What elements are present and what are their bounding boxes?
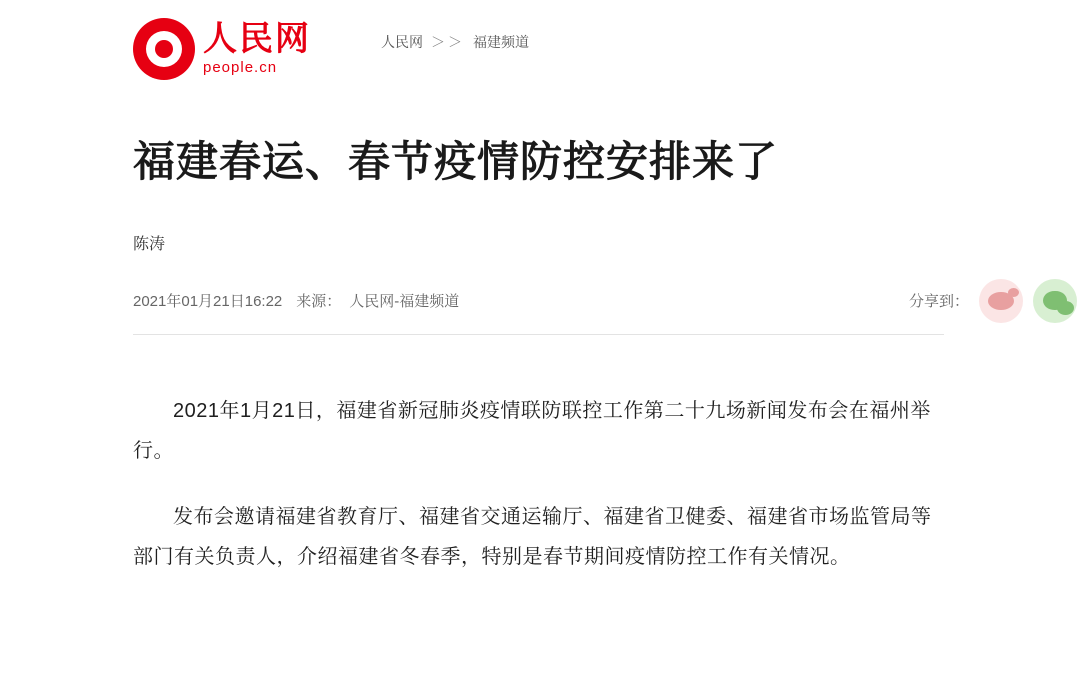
article-source-name[interactable]: 人民网-福建频道 (349, 293, 460, 310)
article-meta-row (133, 278, 969, 324)
breadcrumb-separator: ＞＞ (431, 34, 465, 50)
article-source-label: 来源： (296, 293, 342, 310)
wechat-share-icon[interactable] (1033, 279, 1077, 323)
logo-title-cn: 人民网 (203, 20, 311, 58)
breadcrumb-item-current[interactable]: 福建频道 (473, 34, 529, 50)
article-meta (133, 290, 459, 311)
page-title: 福建春运、春节疫情防控安排来了 (133, 138, 779, 185)
weibo-share-icon[interactable] (979, 279, 1023, 323)
renmin-logo-icon (133, 18, 195, 80)
breadcrumb-item-home[interactable]: 人民网 (381, 34, 423, 50)
article-body (133, 391, 944, 577)
article-author: 陈涛 (133, 235, 166, 253)
share-bar (909, 278, 1077, 324)
meta-divider (133, 334, 944, 335)
article-datetime: 2021年01月21日16:22 (133, 293, 283, 310)
article-paragraph: 2021年1月21日，福建省新冠肺炎疫情联防联控工作第二十九场新闻发布会在福州举行。 (133, 399, 931, 462)
article-paragraph: 发布会邀请福建省教育厅、福建省交通运输厅、福建省卫健委、福建省市场监管局等部门有关负责人，介绍福建省冬春季，特别是春节期间疫情防控工作有关情况。 (133, 505, 932, 568)
share-label: 分享到： (908, 293, 969, 310)
site-logo[interactable] (133, 18, 311, 80)
logo-text (203, 22, 311, 77)
article-container (0, 136, 1077, 577)
logo-title-en: people.cn (203, 59, 278, 77)
site-header (0, 0, 1077, 100)
breadcrumb (381, 32, 529, 52)
